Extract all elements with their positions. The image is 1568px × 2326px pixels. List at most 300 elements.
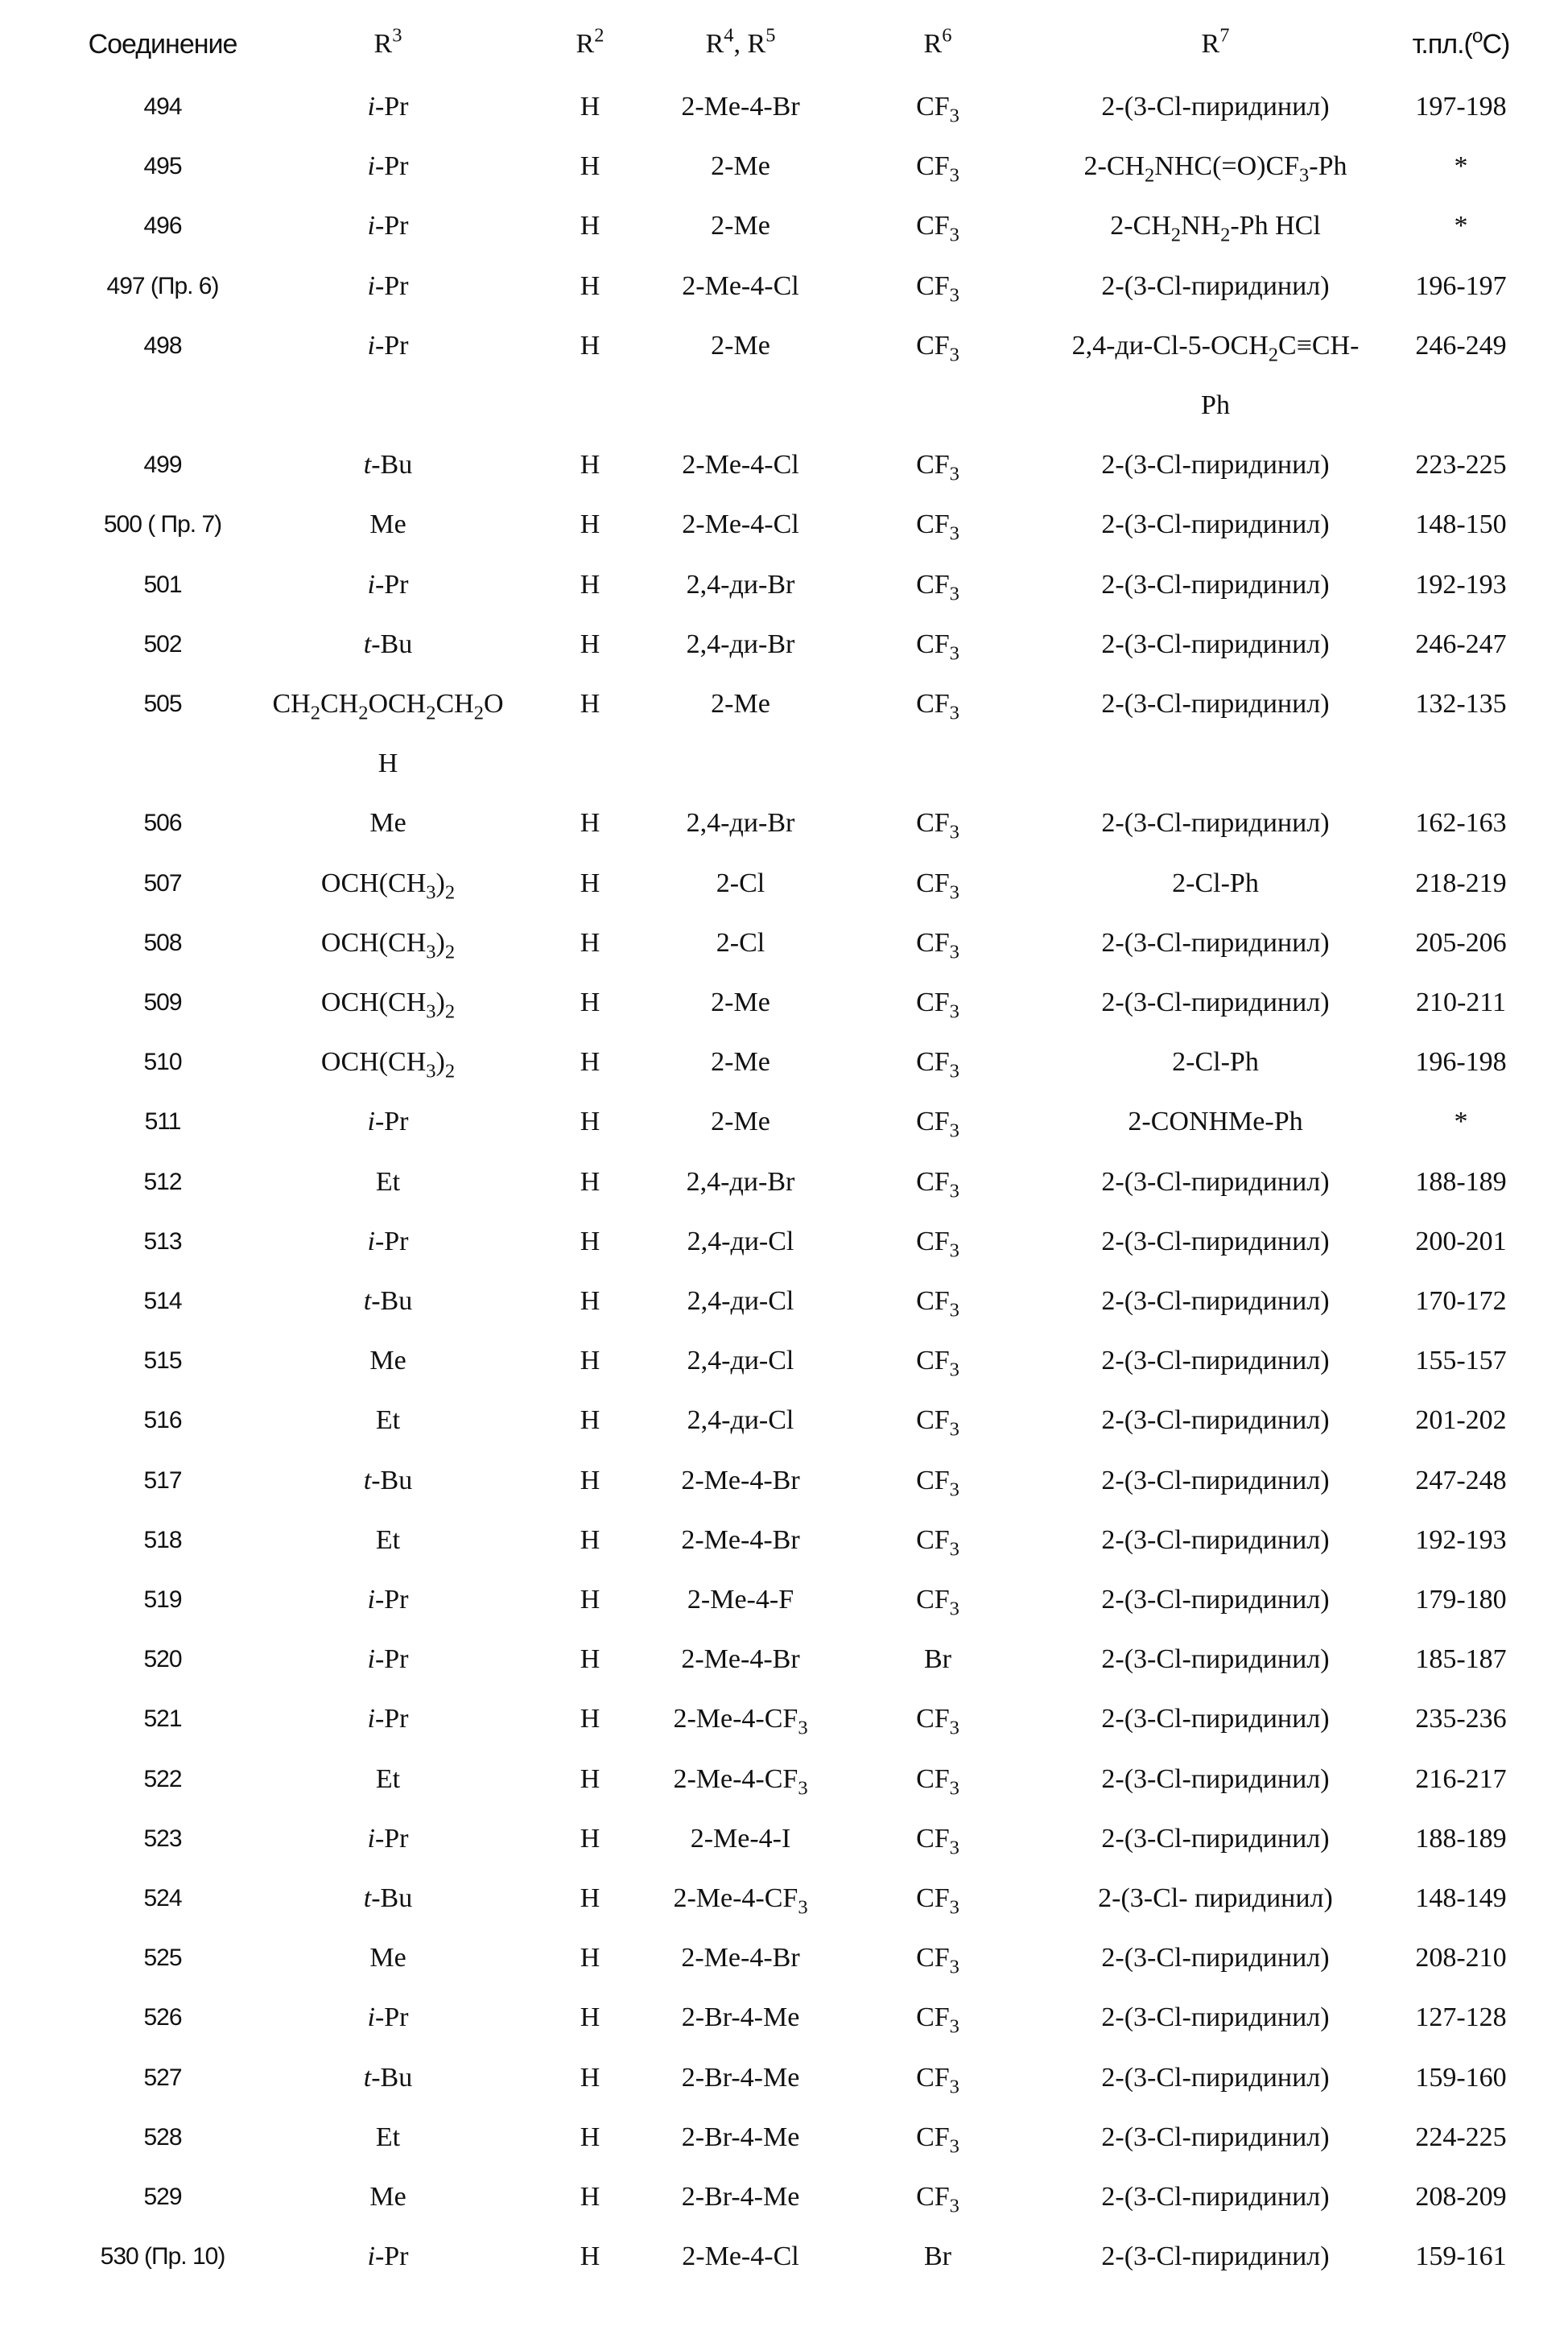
text-part: 2-Me-4-Br bbox=[681, 1943, 799, 1973]
text-part: i-Pr bbox=[367, 262, 408, 311]
text-part: 2-Me-4-CF bbox=[673, 1764, 798, 1794]
header-r4-base: R bbox=[706, 29, 724, 59]
cell-r6 bbox=[916, 2054, 959, 2102]
text-part: 2-(3-Cl-пиридинил) bbox=[1101, 1704, 1329, 1734]
cell-r45 bbox=[673, 1695, 807, 1743]
text-part: 2-(3-Cl-пиридинил) bbox=[1101, 92, 1329, 122]
text-part: 505 bbox=[143, 691, 181, 717]
cell-r7 bbox=[1172, 1038, 1259, 1087]
cell-id bbox=[143, 1934, 181, 1982]
text-part: H bbox=[580, 928, 600, 958]
cell-r6 bbox=[916, 1695, 959, 1743]
table-row bbox=[0, 1457, 1568, 1505]
text-part: 2-Me-4-Cl bbox=[682, 2241, 798, 2271]
text-part: H bbox=[580, 629, 600, 659]
text-part: 205-206 bbox=[1415, 928, 1506, 958]
text-part: H bbox=[580, 211, 600, 241]
text-part: 2-(3-Cl-пиридинил) bbox=[1101, 1286, 1329, 1316]
subscript: 3 bbox=[950, 1478, 959, 1500]
text-part: 519 bbox=[143, 1586, 181, 1613]
text-part: 2-(3-Cl-пиридинил) bbox=[1101, 450, 1329, 480]
cell-r2 bbox=[580, 799, 600, 848]
cell-r6 bbox=[916, 1396, 959, 1445]
text-part: 2-Br-4-Me bbox=[682, 2182, 800, 2212]
text-part: 2-CH bbox=[1083, 151, 1145, 181]
subscript: 3 bbox=[950, 1300, 959, 1322]
text-part: C≡CH- bbox=[1278, 331, 1359, 361]
text-part: CF bbox=[916, 1824, 950, 1854]
text-part: Me bbox=[369, 2182, 406, 2212]
cell-r2 bbox=[580, 919, 600, 967]
cell-mp bbox=[1415, 1934, 1506, 1982]
text-part: 2-Me bbox=[711, 211, 770, 241]
text-part: 514 bbox=[143, 1288, 181, 1314]
subscript: 2 bbox=[445, 1001, 455, 1023]
header-r3-sup: 3 bbox=[392, 25, 402, 47]
cell-r7 bbox=[1101, 1815, 1329, 1863]
cell-continuation: Ph bbox=[1201, 381, 1230, 430]
cell-r6 bbox=[924, 1635, 951, 1684]
text-part: Et bbox=[376, 1405, 400, 1435]
cell-mp bbox=[1415, 1038, 1506, 1087]
text-part: H bbox=[580, 689, 600, 719]
text-part: 2,4-ди-Br bbox=[687, 808, 795, 838]
text-part: i-Pr bbox=[367, 2233, 408, 2281]
text-part: CF bbox=[916, 1704, 950, 1734]
cell-r7 bbox=[1101, 2114, 1329, 2162]
cell-r45 bbox=[687, 621, 795, 669]
cell-mp bbox=[1415, 621, 1506, 669]
cell-id bbox=[143, 322, 181, 370]
cell-id bbox=[145, 1098, 181, 1146]
text-part: 2-(3-Cl-пиридинил) bbox=[1101, 570, 1329, 600]
cell-r6 bbox=[916, 919, 959, 967]
table-row bbox=[0, 680, 1568, 728]
text-part: H bbox=[580, 450, 600, 480]
cell-r45 bbox=[711, 979, 770, 1027]
cell-r3 bbox=[367, 322, 408, 370]
text-part: 2-Cl-Ph bbox=[1172, 868, 1259, 898]
cell-id bbox=[104, 501, 221, 549]
cell-r7 bbox=[1101, 1934, 1329, 1982]
cell-r7 bbox=[1101, 1755, 1329, 1804]
cell-r6 bbox=[916, 501, 959, 549]
text-part: CF bbox=[916, 92, 950, 122]
text-part: Br bbox=[924, 2241, 951, 2271]
subscript: 3 bbox=[426, 1061, 435, 1083]
cell-r7 bbox=[1072, 322, 1360, 370]
text-part: -Ph HCl bbox=[1230, 211, 1320, 241]
text-part: 2,4-ди-Br bbox=[687, 570, 795, 600]
text-part: 224-225 bbox=[1415, 2122, 1506, 2152]
cell-r45 bbox=[673, 1755, 807, 1804]
text-part: 235-236 bbox=[1415, 1704, 1506, 1734]
cell-r7 bbox=[1101, 2054, 1329, 2102]
text-part: ) bbox=[436, 868, 445, 898]
text-part: H bbox=[580, 2122, 600, 2152]
subscript: 2 bbox=[445, 1061, 455, 1083]
text-part: H bbox=[580, 509, 600, 539]
header-r6-base: R bbox=[924, 29, 943, 59]
cell-r6 bbox=[916, 2173, 959, 2221]
text-part: 2-(3-Cl-пиридинил) bbox=[1101, 808, 1329, 838]
cell-r6 bbox=[916, 441, 959, 489]
cell-r45 bbox=[687, 1337, 794, 1385]
text-part: 132-135 bbox=[1415, 689, 1506, 719]
text-part: 2-(3-Cl-пиридинил) bbox=[1101, 1167, 1329, 1197]
cell-mp bbox=[1455, 142, 1468, 191]
text-part: 2-(3-Cl-пиридинил) bbox=[1101, 988, 1329, 1017]
cell-r3 bbox=[376, 2114, 400, 2162]
text-part: 2-Me bbox=[711, 1047, 770, 1077]
cell-r7 bbox=[1128, 1098, 1302, 1146]
cell-r3 bbox=[367, 202, 408, 250]
text-part: 509 bbox=[143, 989, 181, 1016]
subscript: 3 bbox=[950, 1897, 959, 1919]
text-part: H bbox=[580, 988, 600, 1017]
text-part: Me bbox=[369, 1346, 406, 1375]
text-part: 523 bbox=[143, 1825, 181, 1852]
subscript: 3 bbox=[426, 881, 435, 903]
subscript: 2 bbox=[1220, 225, 1230, 246]
text-part: 506 bbox=[143, 810, 181, 836]
cell-r2 bbox=[580, 1396, 600, 1445]
cell-r2 bbox=[580, 1994, 600, 2042]
cell-r7 bbox=[1101, 1576, 1329, 1624]
subscript: 3 bbox=[950, 1001, 959, 1023]
text-part: Et bbox=[376, 1525, 400, 1555]
table-row bbox=[0, 1218, 1568, 1266]
cell-r6 bbox=[916, 1994, 959, 2042]
text-part: 2,4-ди-Cl-5-OCH bbox=[1072, 331, 1269, 361]
text-part: * bbox=[1455, 151, 1468, 181]
cell-r2 bbox=[580, 561, 600, 609]
text-part: CF bbox=[916, 2122, 950, 2152]
cell-r2 bbox=[580, 1576, 600, 1624]
text-part: CF bbox=[916, 629, 950, 659]
cell-r2 bbox=[580, 621, 600, 669]
text-part: 170-172 bbox=[1415, 1286, 1506, 1316]
text-part: 2-Me-4-Cl bbox=[682, 509, 798, 539]
cell-id bbox=[143, 2114, 181, 2162]
text-part: 502 bbox=[143, 631, 181, 658]
subscript: 3 bbox=[950, 1180, 959, 1202]
text-part: ) bbox=[436, 1047, 445, 1077]
text-part: 2,4-ди-Cl bbox=[687, 1227, 794, 1256]
text-part: i-Pr bbox=[367, 1576, 408, 1624]
subscript: 3 bbox=[950, 1777, 959, 1799]
text-part: H bbox=[580, 1466, 600, 1495]
cell-r45 bbox=[711, 142, 770, 191]
subscript: 3 bbox=[798, 1718, 807, 1739]
cell-r3 bbox=[376, 1158, 400, 1206]
cell-r2 bbox=[580, 2114, 600, 2162]
text-part: CF bbox=[916, 1525, 950, 1555]
cell-r45 bbox=[687, 1218, 794, 1266]
table-row bbox=[0, 621, 1568, 669]
cell-mp bbox=[1415, 1396, 1506, 1445]
cell-r3 bbox=[367, 142, 408, 191]
text-part: OCH(CH bbox=[321, 988, 426, 1017]
text-part: CF bbox=[916, 1286, 950, 1316]
text-part: 2-Me-4-CF bbox=[673, 1883, 798, 1913]
cell-id bbox=[143, 561, 181, 609]
cell-id bbox=[143, 83, 181, 131]
subscript: 2 bbox=[474, 703, 484, 724]
header-r5-sup: 5 bbox=[765, 25, 775, 47]
text-part: 2,4-ди-Cl bbox=[687, 1405, 794, 1435]
cell-r7 bbox=[1101, 621, 1329, 669]
subscript: 3 bbox=[950, 941, 959, 963]
cell-id bbox=[143, 1396, 181, 1445]
cell-mp bbox=[1415, 2114, 1506, 2162]
cell-r2 bbox=[580, 2054, 600, 2102]
cell-r7 bbox=[1101, 2173, 1329, 2221]
text-part: t-Bu bbox=[364, 2054, 412, 2102]
subscript: 3 bbox=[798, 1897, 807, 1919]
cell-r45 bbox=[716, 919, 765, 967]
cell-r45 bbox=[681, 1457, 799, 1505]
text-part: 2,4-ди-Cl bbox=[687, 1346, 794, 1375]
text-part: 208-209 bbox=[1415, 2182, 1506, 2212]
cell-r45 bbox=[716, 860, 765, 908]
text-part: CF bbox=[916, 1047, 950, 1077]
text-part: O bbox=[484, 689, 504, 719]
text-part: i-Pr bbox=[367, 1815, 408, 1863]
text-part: 2-(3-Cl-пиридинил) bbox=[1101, 2002, 1329, 2032]
text-part: 155-157 bbox=[1415, 1346, 1506, 1375]
text-part: 2-(3-Cl-пиридинил) bbox=[1101, 1227, 1329, 1256]
cell-id bbox=[107, 262, 219, 311]
subscript: 2 bbox=[426, 703, 435, 724]
table-row bbox=[0, 202, 1568, 250]
cell-r3 bbox=[369, 1337, 406, 1385]
cell-r6 bbox=[916, 979, 959, 1027]
table-row bbox=[0, 1098, 1568, 1146]
cell-mp bbox=[1415, 1695, 1506, 1743]
table-row bbox=[0, 2173, 1568, 2221]
cell-mp bbox=[1455, 202, 1468, 250]
header-r4-sup: 4 bbox=[724, 25, 733, 47]
text-part: 246-249 bbox=[1415, 331, 1506, 361]
text-part: 2-(3-Cl-пиридинил) bbox=[1101, 1764, 1329, 1794]
text-part: 2,4-ди-Br bbox=[687, 1167, 795, 1197]
cell-mp bbox=[1415, 2054, 1506, 2102]
text-part: CH bbox=[320, 689, 358, 719]
text-part: H bbox=[580, 868, 600, 898]
cell-r3 bbox=[369, 1934, 406, 1982]
text-part: H bbox=[580, 331, 600, 361]
cell-mp bbox=[1415, 1277, 1506, 1326]
cell-r2 bbox=[580, 441, 600, 489]
cell-r6 bbox=[916, 1755, 959, 1804]
cell-r45 bbox=[681, 1635, 799, 1684]
cell-r45 bbox=[682, 441, 798, 489]
text-part: 501 bbox=[143, 571, 181, 598]
text-part: 218-219 bbox=[1415, 868, 1506, 898]
cell-r3 bbox=[364, 1874, 412, 1923]
text-part: CF bbox=[916, 1167, 950, 1197]
cell-id bbox=[143, 680, 181, 728]
cell-r7 bbox=[1172, 860, 1259, 908]
text-part: i-Pr bbox=[367, 1994, 408, 2042]
cell-r3 bbox=[364, 621, 412, 669]
cell-r45 bbox=[711, 1038, 770, 1087]
table-row bbox=[0, 1994, 1568, 2042]
text-part: H bbox=[580, 271, 600, 301]
text-part: 2-Cl bbox=[716, 928, 765, 958]
text-part: CF bbox=[916, 2182, 950, 2212]
cell-r7 bbox=[1101, 1277, 1329, 1326]
text-part: 527 bbox=[143, 2064, 181, 2091]
cell-id bbox=[143, 1516, 181, 1565]
text-part: 247-248 bbox=[1415, 1466, 1506, 1495]
subscript: 3 bbox=[950, 1837, 959, 1858]
cell-r3 bbox=[376, 1516, 400, 1565]
cell-r7 bbox=[1101, 1396, 1329, 1445]
text-part: 188-189 bbox=[1415, 1824, 1506, 1854]
cell-r7 bbox=[1101, 83, 1329, 131]
text-part: H bbox=[580, 1047, 600, 1077]
cell-r2 bbox=[580, 1337, 600, 1385]
text-part: 512 bbox=[143, 1169, 181, 1195]
text-part: CF bbox=[916, 450, 950, 480]
cell-id bbox=[143, 441, 181, 489]
subscript: 3 bbox=[950, 105, 959, 127]
header-melting-point bbox=[1413, 20, 1510, 68]
table-row bbox=[0, 142, 1568, 191]
cell-r3 bbox=[369, 799, 406, 848]
cell-id bbox=[143, 1158, 181, 1206]
text-part: i-Pr bbox=[367, 1635, 408, 1684]
text-part: CF bbox=[916, 2002, 950, 2032]
cell-r2 bbox=[580, 1695, 600, 1743]
cell-mp bbox=[1415, 1874, 1506, 1923]
cell-mp bbox=[1415, 322, 1506, 370]
subscript: 3 bbox=[426, 1001, 435, 1023]
cell-r7 bbox=[1101, 1457, 1329, 1505]
cell-r6 bbox=[924, 2233, 951, 2281]
text-part: i-Pr bbox=[367, 1098, 408, 1146]
text-part: 192-193 bbox=[1415, 570, 1506, 600]
table-row bbox=[0, 2114, 1568, 2162]
cell-r2 bbox=[580, 262, 600, 311]
table-row bbox=[0, 1874, 1568, 1923]
cell-r7 bbox=[1101, 2233, 1329, 2281]
subscript: 3 bbox=[950, 1957, 959, 1978]
cell-r2 bbox=[580, 1635, 600, 1684]
cell-id bbox=[143, 799, 181, 848]
text-part: 2-Me bbox=[711, 988, 770, 1017]
table-row bbox=[0, 1516, 1568, 1565]
table-row bbox=[0, 441, 1568, 489]
text-part: H bbox=[580, 1585, 600, 1615]
cell-r45 bbox=[687, 1396, 794, 1445]
text-part: 2-Me bbox=[711, 151, 770, 181]
text-part: 210-211 bbox=[1416, 988, 1506, 1017]
cell-mp bbox=[1415, 2173, 1506, 2221]
cell-r2 bbox=[580, 1277, 600, 1326]
cell-r45 bbox=[682, 501, 798, 549]
subscript: 2 bbox=[1145, 165, 1154, 187]
text-part: 498 bbox=[143, 332, 181, 359]
cell-mp bbox=[1415, 1635, 1506, 1684]
header-r2-base: R bbox=[576, 29, 595, 59]
cell-r45 bbox=[682, 2233, 798, 2281]
table-row bbox=[0, 1576, 1568, 1624]
cell-mp bbox=[1415, 2233, 1506, 2281]
cell-r2 bbox=[580, 2233, 600, 2281]
table-row-continuation bbox=[0, 740, 1568, 788]
cell-r45 bbox=[687, 1277, 794, 1326]
text-part: H bbox=[580, 1167, 600, 1197]
subscript: 3 bbox=[950, 1419, 959, 1441]
text-part: 188-189 bbox=[1415, 1167, 1506, 1197]
cell-r3 bbox=[321, 1038, 455, 1087]
table-row bbox=[0, 799, 1568, 848]
text-part: 2-Me-4-Br bbox=[681, 1644, 799, 1674]
subscript: 3 bbox=[950, 225, 959, 246]
text-part: 148-149 bbox=[1415, 1883, 1506, 1913]
text-part: Et bbox=[376, 1167, 400, 1197]
cell-mp bbox=[1415, 1158, 1506, 1206]
subscript: 3 bbox=[950, 284, 959, 306]
cell-r6 bbox=[916, 83, 959, 131]
text-part: CF bbox=[916, 1943, 950, 1973]
text-part: ) bbox=[436, 928, 445, 958]
cell-r6 bbox=[916, 1457, 959, 1505]
cell-r45 bbox=[691, 1815, 791, 1863]
cell-id bbox=[143, 1038, 181, 1087]
header-r45-sep: , bbox=[734, 29, 748, 59]
cell-id bbox=[143, 1576, 181, 1624]
text-part: H bbox=[580, 2063, 600, 2093]
text-part: Et bbox=[376, 1764, 400, 1794]
cell-id bbox=[143, 919, 181, 967]
text-part: 196-198 bbox=[1415, 1047, 1506, 1077]
subscript: 2 bbox=[358, 703, 368, 724]
cell-r7 bbox=[1101, 262, 1329, 311]
text-part: 494 bbox=[143, 93, 181, 120]
cell-id bbox=[143, 2173, 181, 2221]
text-part: H bbox=[580, 2182, 600, 2212]
subscript: 3 bbox=[950, 881, 959, 903]
text-part: 159-161 bbox=[1415, 2241, 1506, 2271]
cell-r45 bbox=[687, 799, 795, 848]
cell-r45 bbox=[681, 1934, 799, 1982]
cell-r7 bbox=[1101, 1516, 1329, 1565]
cell-r45 bbox=[673, 1874, 807, 1923]
text-part: 162-163 bbox=[1415, 808, 1506, 838]
text-part: H bbox=[580, 1346, 600, 1375]
text-part: CH bbox=[273, 689, 311, 719]
header-r2 bbox=[576, 20, 605, 68]
table-row bbox=[0, 1934, 1568, 1982]
text-part: CF bbox=[916, 928, 950, 958]
cell-r2 bbox=[580, 1098, 600, 1146]
table-row bbox=[0, 2233, 1568, 2281]
subscript: 2 bbox=[311, 703, 320, 724]
cell-r6 bbox=[916, 860, 959, 908]
text-part: H bbox=[580, 1286, 600, 1316]
text-part: 2-(3-Cl- пиридинил) bbox=[1098, 1883, 1333, 1913]
text-part: 246-247 bbox=[1415, 629, 1506, 659]
cell-id bbox=[143, 2054, 181, 2102]
cell-mp bbox=[1415, 1337, 1506, 1385]
cell-r2 bbox=[580, 1158, 600, 1206]
subscript: 2 bbox=[1269, 344, 1278, 365]
text-part: t-Bu bbox=[364, 1874, 412, 1923]
